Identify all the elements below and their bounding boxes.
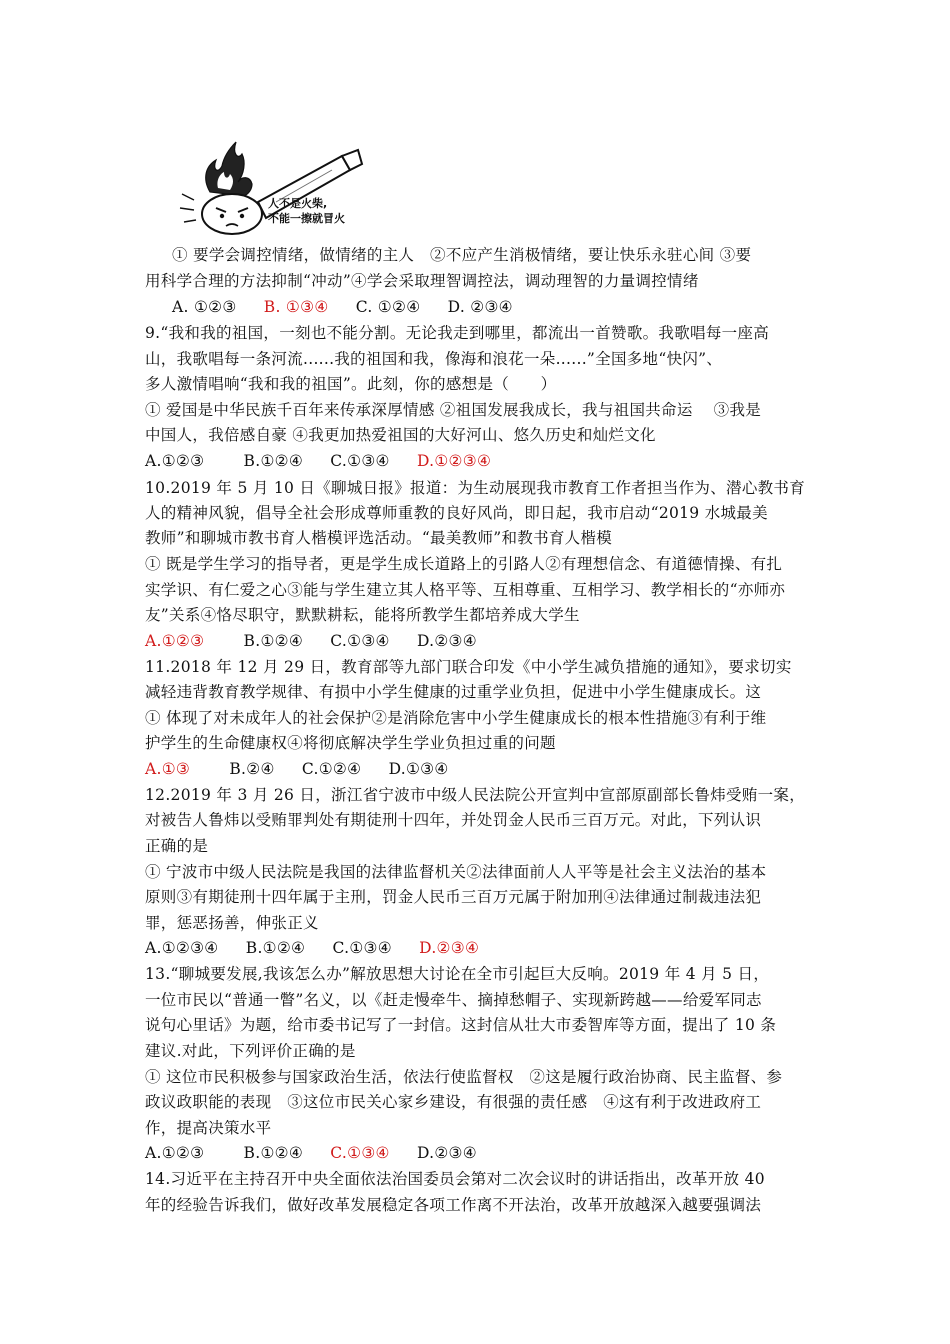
q8-stem-line-1: ① 要学会调控情绪，做情绪的主人 ②不应产生消极情绪，要让快乐永驻心间 ③要 — [172, 246, 752, 264]
q9-option-b: B.①②④ — [243, 452, 304, 470]
q10-line-4: ① 既是学生学习的指导者，更是学生成长道路上的引路人②有理想信念、有道德情操、有扎 — [145, 555, 783, 573]
q8-options — [172, 297, 513, 317]
q12-line-5: 原则③有期徒刑十四年属于主刑，罚金人民币三百万元属于附加刑④法律通过制裁违法犯 — [145, 888, 762, 906]
q13-line-4: 建议.对此，下列评价正确的是 — [145, 1042, 356, 1060]
q12-line-3: 正确的是 — [145, 837, 209, 855]
q12-option-c: C.①③④ — [332, 939, 392, 957]
q13-options — [145, 1143, 477, 1163]
q11-options — [145, 759, 449, 779]
q11-option-c: C.①②④ — [301, 760, 362, 778]
q9-options — [145, 451, 491, 471]
q9-option-a: A.①②③ — [145, 452, 205, 470]
cartoon-caption-line-1: 人不是火柴, — [268, 197, 328, 210]
q13-line-1: 13.“聊城要发展,我该怎么办”解放思想大讨论在全市引起巨大反响。2019 年 4 月 5 日， — [145, 965, 770, 983]
q11-line-1: 11.2018 年 12 月 29 日，教育部等九部门联合印发《中小学生减负措施的通知》，要求切实 — [145, 658, 792, 676]
q8-option-d: D. ②③④ — [447, 298, 513, 316]
q10-line-1: 10.2019 年 5 月 10 日《聊城日报》报道：为生动展现我市教育工作者担当作为、潜心教书育 — [145, 479, 806, 497]
q10-line-6: 友”关系④恪尽职守，默默耕耘，能将所教学生都培养成大学生 — [145, 606, 580, 624]
q9-line-3: 多人激情唱响“我和我的祖国”。此刻，你的感想是（ ） — [145, 375, 557, 393]
q13-option-d: D.②③④ — [416, 1144, 477, 1162]
q13-option-a: A.①②③ — [145, 1144, 205, 1162]
q9-line-1: 9.“我和我的祖国，一刻也不能分割。无论我走到哪里，都流出一首赞歌。我歌唱每一座高 — [145, 324, 770, 342]
q8-option-a: A. ①②③ — [172, 298, 237, 316]
q11-line-3: ① 体现了对未成年人的社会保护②是消除危害中小学生健康成长的根本性措施③有利于维 — [145, 709, 767, 727]
q13-line-6: 政议政职能的表现 ③这位市民关心家乡建设，有很强的责任感 ④这有利于改进政府工 — [145, 1093, 762, 1111]
q10-line-5: 实学识、有仁爱之心③能与学生建立其人格平等、互相尊重、互相学习、教学相长的“亦师亦 — [145, 581, 786, 599]
q10-option-b: B.①②④ — [243, 632, 304, 650]
q12-options — [145, 938, 479, 958]
q8-option-b: B. ①③④ — [263, 298, 329, 316]
q12-option-b: B.①②④ — [245, 939, 306, 957]
q12-line-2: 对被告人鲁炜以受贿罪判处有期徒刑十四年，并处罚金人民币三百万元。对此，下列认识 — [145, 811, 762, 829]
q12-line-1: 12.2019 年 3 月 26 日，浙江省宁波市中级人民法院公开宣判中宣部原副部长鲁炜受贿一案， — [145, 786, 806, 804]
q12-option-a: A.①②③④ — [145, 939, 219, 957]
q9-line-5: 中国人，我倍感自豪 ④我更加热爱祖国的大好河山、悠久历史和灿烂文化 — [145, 426, 656, 444]
q8-option-c: C. ①②④ — [355, 298, 421, 316]
q14-line-2: 年的经验告诉我们，做好改革发展稳定各项工作离不开法治，改革开放越深入越要强调法 — [145, 1196, 762, 1214]
q8-stem-line-2: 用科学合理的方法抑制“冲动”④学会采取理智调控法，调动理智的力量调控情绪 — [145, 272, 699, 290]
q12-line-4: ① 宁波市中级人民法院是我国的法律监督机关②法律面前人人平等是社会主义法治的基本 — [145, 863, 767, 881]
q13-option-c: C.①③④ — [330, 1144, 390, 1162]
q13-line-5: ① 这位市民积极参与国家政治生活，依法行使监督权 ②这是履行政治协商、民主监督、参 — [145, 1068, 783, 1086]
q9-line-4: ① 爱国是中华民族千百年来传承深厚情感 ②祖国发展我成长，我与祖国共命运 ③我是 — [145, 401, 762, 419]
q10-line-3: 教师”和聊城市教书育人楷模评选活动。“最美教师”和教书育人楷模 — [145, 529, 613, 547]
q9-line-2: 山，我歌唱每一条河流......我的祖国和我，像海和浪花一朵......”全国多地“快闪”、 — [145, 350, 723, 368]
q10-option-a: A.①②③ — [145, 632, 205, 650]
cartoon-caption-line-2: 不能一擦就冒火 — [268, 212, 345, 225]
q11-option-b: B.②④ — [229, 760, 275, 778]
q11-option-d: D.①③④ — [388, 760, 449, 778]
q11-line-4: 护学生的生命健康权④将彻底解决学生学业负担过重的问题 — [145, 734, 556, 752]
q10-option-c: C.①③④ — [330, 632, 390, 650]
q10-options — [145, 631, 477, 651]
q13-line-7: 作，提高决策水平 — [145, 1119, 272, 1137]
q10-option-d: D.②③④ — [416, 632, 477, 650]
q10-line-2: 人的精神风貌，倡导全社会形成尊师重教的良好风尚，即日起，我市启动“2019 水城最美 — [145, 504, 768, 522]
q11-option-a: A.①③ — [145, 760, 191, 778]
q9-option-d: D.①②③④ — [416, 452, 492, 470]
q14-line-1: 14.习近平在主持召开中央全面依法治国委员会第对二次会议时的讲话指出，改革开放 40 — [145, 1170, 765, 1188]
cartoon-illustration — [172, 130, 387, 238]
q12-option-d: D.②③④ — [419, 939, 480, 957]
q13-option-b: B.①②④ — [243, 1144, 304, 1162]
q12-line-6: 罪，惩恶扬善，伸张正义 — [145, 914, 319, 932]
q13-line-2: 一位市民以“普通一瞥”名义，以《赶走慢牵牛、摘掉愁帽子、实现新跨越——给爱军同志 — [145, 991, 762, 1009]
q11-line-2: 减轻违背教育教学规律、有损中小学生健康的过重学业负担，促进中小学生健康成长。这 — [145, 683, 762, 701]
q9-option-c: C.①③④ — [330, 452, 390, 470]
q13-line-3: 说句心里话》为题，给市委书记写了一封信。这封信从壮大市委智库等方面，提出了 10 条 — [145, 1016, 777, 1034]
